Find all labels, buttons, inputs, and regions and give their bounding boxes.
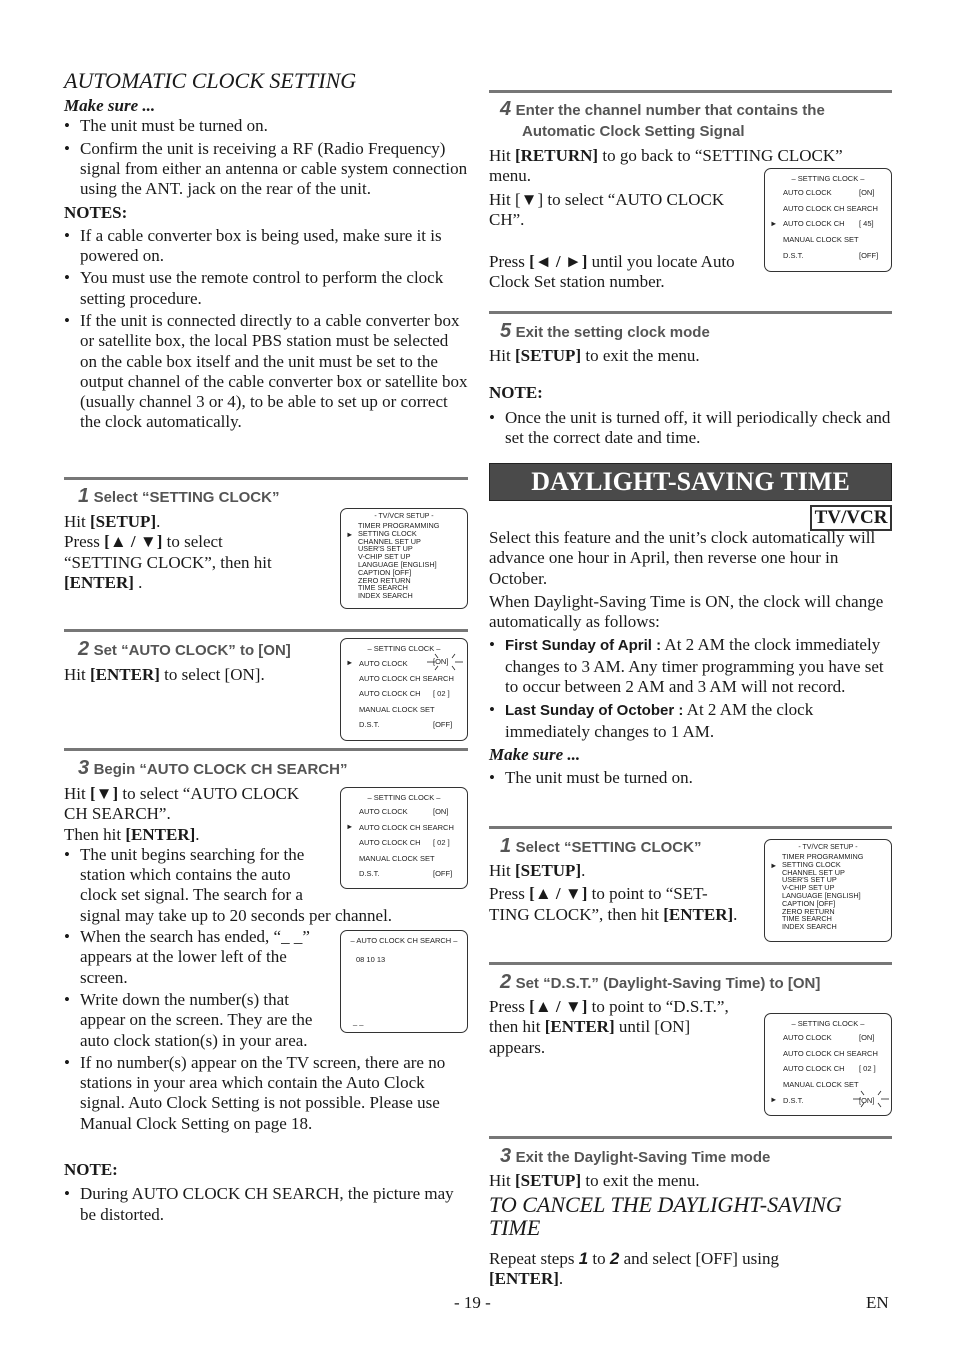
cancel-title: TO CANCEL THE DAYLIGHT-SAVING TIME — [489, 1192, 842, 1240]
divider — [489, 311, 892, 314]
section-title: AUTOMATIC CLOCK SETTING — [64, 68, 357, 93]
dst-step-1-text: Hit [SETUP]. Press [▲ / ▼] to point to “SET- TING CLOCK”, then hit [ENTER]. — [489, 861, 738, 924]
step-4-text: Hit [RETURN] to go back to “SETTING CLOCK” menu. Hit [▼] to select “AUTO CLOCK CH”. Press [◄ / ►] until you locate Auto Clock Set station number. — [489, 146, 843, 292]
dst-banner: DAYLIGHT-SAVING TIME — [489, 463, 892, 501]
step-1-text: Hit [SETUP]. Press [▲ / ▼] to select “SETTING CLOCK”, then hit [ENTER] . — [64, 512, 272, 592]
dst-step-2-heading: 2 Set “D.S.T.” (Daylight-Saving Time) to [ON] — [500, 971, 821, 993]
blink-icon — [425, 651, 465, 671]
note-item: • If the unit is connected directly to a cable converter box or satellite box, the local PBS station must be selected on the cable box itself and the unit must be set to the output channel of the cable converter box or satellite box (usually channel 3 or 4), to be able to set up or correct the clock automatically. — [64, 311, 468, 433]
step-2-heading: 2 Set “AUTO CLOCK” to [ON] — [78, 638, 291, 660]
cancel-text: Repeat steps 1 to 2 and select [OFF] using [ENTER]. — [489, 1249, 779, 1289]
tv-vcr-tag: TV/VCR — [810, 505, 892, 531]
dst-step-3-text: Hit [SETUP] to exit the menu. — [489, 1171, 700, 1190]
make-sure-item: • Confirm the unit is receiving a RF (Radio Frequency) signal from either an antenna or cable system connection using the ANT. jack on the rear of the unit. — [64, 139, 468, 200]
left-intro — [64, 96, 468, 433]
dst-step-1-heading: 1 Select “SETTING CLOCK” — [500, 835, 702, 857]
setup-menu-screen: - TV/VCR SETUP - ► TIMER PROGRAMMING SETTING CLOCK CHANNEL SET UP USER'S SET UP V-CHIP SET UP LANGUAGE [ENGLISH] CAPTION [OFF] ZERO RETURN TIME SEARCH INDEX SEARCH — [340, 508, 468, 609]
step-3-text: Hit [▼] to select “AUTO CLOCK CH SEARCH”. Then hit [ENTER]. • The unit begins searching for the station which contains the auto clock set signal. The search for a signal may take up to 20 seconds per channel. • When the search has ended, “_ _” appears at the lower left of the screen. • Write down the number(s) that appear on the screen. They are the auto clock station(s) in your area. • If no number(s) appear on the TV screen, there are no stations in your area which contain the Auto Clock signal. Auto Clock Setting is not possible. Please use Manual Clock Setting on page 18. — [64, 784, 468, 1134]
divider — [64, 629, 468, 632]
left-note: NOTE: • During AUTO CLOCK CH SEARCH, the picture may be distorted. — [64, 1160, 468, 1225]
dst-step-2-text: Press [▲ / ▼] to point to “D.S.T.”, then hit [ENTER] until [ON] appears. — [489, 997, 729, 1057]
setting-clock-screen: – SETTING CLOCK – AUTO CLOCK [ON] ► AUTO CLOCK CH SEARCH AUTO CLOCK CH [ 02 ] MANUAL CLOCK SET D.S.T. [OFF] — [340, 787, 468, 889]
divider — [64, 748, 468, 751]
blink-icon — [851, 1088, 891, 1110]
note-item: • You must use the remote control to perform the clock setting procedure. — [64, 268, 468, 309]
setup-menu-screen: - TV/VCR SETUP - ► TIMER PROGRAMMING SETTING CLOCK CHANNEL SET UP USER'S SET UP V-CHIP SET UP LANGUAGE [ENGLISH] CAPTION [OFF] ZERO RETURN TIME SEARCH INDEX SEARCH — [764, 839, 892, 942]
setting-clock-screen: – SETTING CLOCK – ► AUTO CLOCK [ON] AUTO CLOCK CH SEARCH AUTO CLOCK CH [ 02 ] MANUAL CLOCK SET D.S.T. [OFF] — [340, 638, 468, 741]
step-2-text: Hit [ENTER] to select [ON]. — [64, 665, 265, 684]
step-1-heading: 1 Select “SETTING CLOCK” — [78, 485, 280, 507]
make-sure-label: Make sure ... — [64, 96, 156, 115]
make-sure-item: • The unit must be turned on. — [64, 116, 468, 136]
setting-clock-screen: – SETTING CLOCK – AUTO CLOCK [ON] AUTO CLOCK CH SEARCH ► AUTO CLOCK CH [ 45] MANUAL CLOCK SET D.S.T. [OFF] — [764, 168, 892, 272]
divider — [489, 90, 892, 93]
divider — [489, 826, 892, 829]
step-3-heading: 3 Begin “AUTO CLOCK CH SEARCH” — [78, 757, 348, 779]
divider — [489, 1136, 892, 1139]
divider — [489, 962, 892, 965]
step-4-heading: 4 Enter the channel number that contains the Automatic Clock Setting Signal — [500, 98, 825, 140]
dst-step-3-heading: 3 Exit the Daylight-Saving Time mode — [500, 1145, 771, 1167]
note-item: • If a cable converter box is being used, make sure it is powered on. — [64, 226, 468, 267]
divider — [64, 477, 468, 480]
ch-search-screen: – AUTO CLOCK CH SEARCH – 08 10 13 _ _ — [340, 930, 468, 1033]
page-number: - 19 - — [454, 1293, 491, 1312]
step-5-text: Hit [SETUP] to exit the menu. NOTE: • Once the unit is turned off, it will periodically check and set the correct date and time. — [489, 346, 892, 448]
notes-label: NOTES: — [64, 203, 128, 223]
step-5-heading: 5 Exit the setting clock mode — [500, 320, 710, 342]
dst-intro: Select this feature and the unit’s clock automatically will advance one hour in April, then reverse one hour in October. When Daylight-Saving Time is ON, the clock will change automatically as follows: • First Sunday of April : At 2 AM the clock immediately changes to 3 AM. Any timer programming you have set to occur between 2 AM and 3 AM will not record. • Last Sunday of October : At 2 AM the clock immediately changes to 1 AM. Make sure ... • The unit must be turned on. — [489, 528, 894, 789]
setting-clock-screen: – SETTING CLOCK – AUTO CLOCK [ON] AUTO CLOCK CH SEARCH AUTO CLOCK CH [ 02 ] MANUAL CLOCK SET ► D.S.T. [ON] — [764, 1013, 892, 1116]
language-code: EN — [866, 1293, 889, 1312]
